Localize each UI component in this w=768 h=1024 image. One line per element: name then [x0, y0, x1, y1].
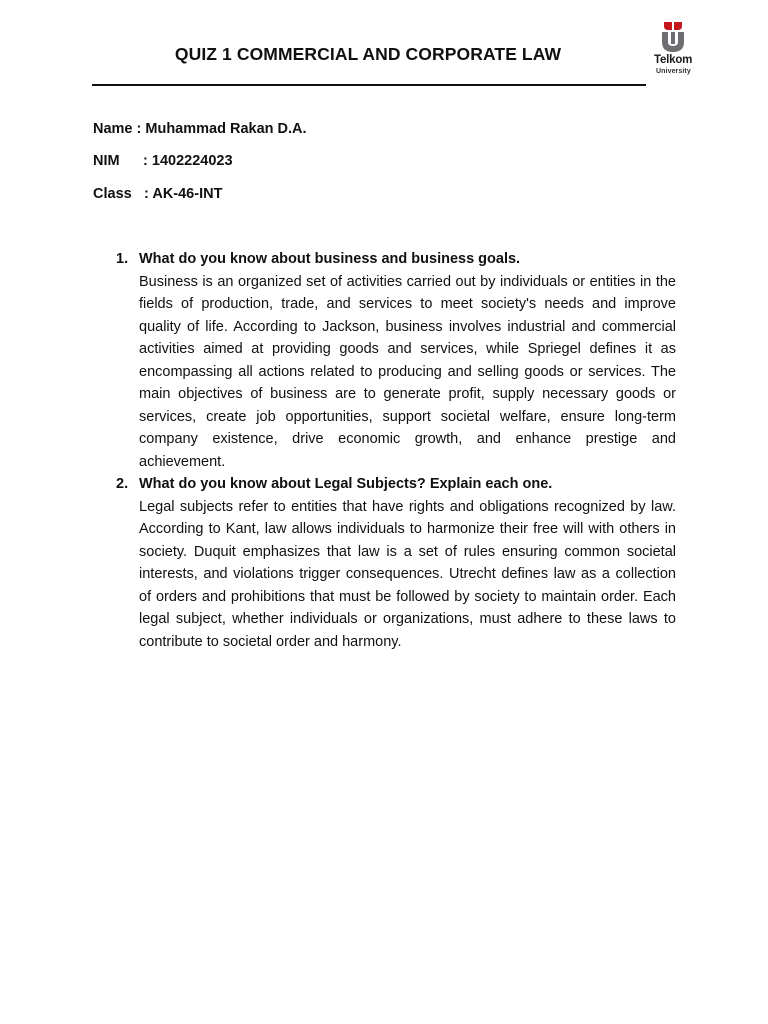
telkom-university-logo	[652, 20, 702, 76]
student-class-row	[93, 186, 222, 202]
logo-subtext: University	[656, 68, 691, 75]
question-item	[112, 473, 676, 653]
name-value: : Muhammad Rakan D.A.	[136, 121, 307, 137]
question-item	[112, 248, 676, 473]
question-number: 2.	[116, 476, 129, 492]
name-label: Name	[93, 121, 133, 137]
student-name-row	[93, 121, 307, 137]
answer-text: Business is an organized set of activities carried out by individuals or entities in the fields of production, trade, and services to meet society's needs and improve quality of life. According to Jackson, business involves industrial and commercial activities aimed at providing goods and services, while Spriegel defines it as encompassing all actions related to producing and selling goods or services. The main objectives of business are to generate profit, supply necessary goods or services, create job opportunities, support societal welfare, ensure long-term company existence, drive economic growth, and enhance prestige and achievement.	[139, 273, 676, 470]
title-divider	[92, 84, 646, 86]
logo-wordmark: Telkom	[654, 54, 693, 66]
class-label: Class	[93, 186, 132, 202]
question-text: What do you know about Legal Subjects? Explain each one.	[139, 476, 553, 492]
answer-text: Legal subjects refer to entities that have rights and obligations recognized by law. According to Kant, law allows individuals to harmonize their free will with others in society. Duquit emphasizes that law is a set of rules ensuring common societal interests, and violations trigger consequences. Utrecht defines law as a collection of orders and prohibitions that must be followed by society to maintain order. Each legal subject, whether individuals or organizations, must adhere to these laws to contribute to societal order and harmony.	[139, 498, 676, 650]
question-text: What do you know about business and business goals.	[139, 251, 521, 267]
page-title: QUIZ 1 COMMERCIAL AND CORPORATE LAW	[174, 44, 562, 64]
class-value: : AK-46-INT	[144, 186, 223, 202]
question-number: 1.	[116, 251, 129, 267]
nim-label: NIM	[93, 153, 120, 169]
question-list	[112, 248, 676, 653]
student-nim-row	[93, 153, 233, 169]
nim-value: : 1402224023	[143, 153, 233, 169]
telkom-university-logo-icon	[652, 20, 702, 54]
